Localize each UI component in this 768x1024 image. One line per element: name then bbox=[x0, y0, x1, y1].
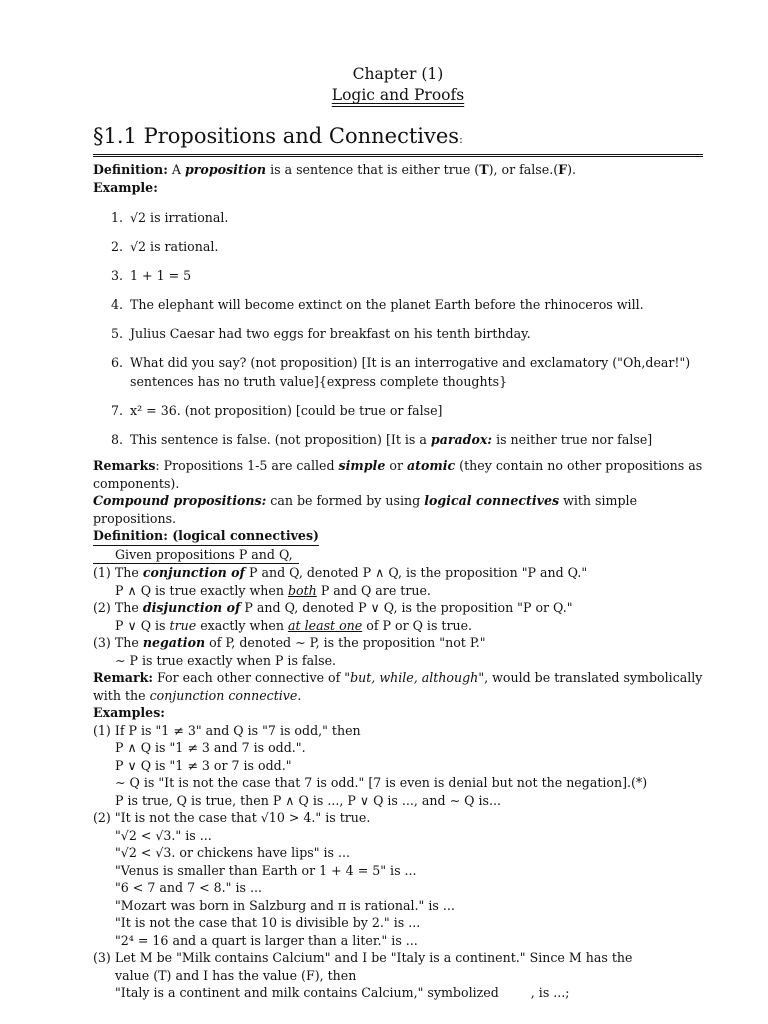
remark-paragraph bbox=[93, 669, 703, 704]
example-line: "It is not the case that 10 is divisible by 2." is ... bbox=[115, 915, 421, 930]
chapter-title: Logic and Proofs bbox=[331, 86, 465, 104]
term-atomic: atomic bbox=[407, 458, 456, 473]
example-line: value (T) and I has the value (F), then bbox=[115, 967, 357, 983]
example-line: "Mozart was born in Salzburg and π is rational." is ... bbox=[115, 897, 455, 913]
example-line: "Italy is a continent and milk contains Calcium," symbolized , is ...; bbox=[115, 985, 570, 1000]
connective-conjunction bbox=[93, 564, 703, 582]
remark-text: For each other connective of " bbox=[157, 670, 351, 685]
definition-text: is a sentence that is either true ( bbox=[270, 162, 480, 177]
example-line: "√2 < √3. or chickens have lips" is ... bbox=[115, 845, 351, 860]
example-line: P ∧ Q is "1 ≠ 3 and 7 is odd.". bbox=[115, 740, 306, 755]
remarks-text: or bbox=[389, 458, 403, 473]
example-line: (2) "It is not the case that √10 > 4." is true. bbox=[93, 810, 371, 825]
example-line: "6 < 7 and 7 < 8." is ... bbox=[115, 880, 262, 895]
item-number: 8. bbox=[111, 432, 124, 447]
item-text: 1 + 1 = 5 bbox=[130, 268, 192, 283]
item-number: 6. bbox=[111, 355, 124, 370]
remark-words: but, while, although bbox=[350, 670, 479, 685]
term-simple: simple bbox=[338, 458, 386, 473]
item-text: (2) The bbox=[93, 600, 139, 615]
item-number: 1. bbox=[111, 210, 124, 225]
item-text: sentences has no truth value]{express complete thoughts} bbox=[130, 374, 508, 389]
item-text: P and Q, denoted P ∧ Q, is the proposition "P and Q." bbox=[248, 565, 588, 580]
item-text: of P, denoted ∼ P, is the proposition "not P." bbox=[209, 635, 486, 650]
list-item bbox=[93, 324, 703, 343]
item-text: is neither true nor false] bbox=[496, 432, 653, 447]
term-disjunction: disjunction of bbox=[142, 600, 241, 615]
item-text: √2 is rational. bbox=[130, 239, 219, 254]
connective-negation-rule bbox=[93, 652, 703, 670]
example-line: ∼ Q is "It is not the case that 7 is odd." [7 is even is denial but not the negation].(*) bbox=[115, 775, 648, 790]
section-suffix: : bbox=[459, 133, 463, 146]
item-text: x² = 36. (not proposition) [could be true or false] bbox=[130, 403, 443, 418]
definition-text: ), or false.( bbox=[488, 162, 559, 177]
item-text: ∼ P is true exactly when P is false. bbox=[115, 652, 337, 668]
remark-term: conjunction connective. bbox=[149, 687, 302, 703]
definition-term: proposition bbox=[184, 162, 267, 177]
item-number: 5. bbox=[111, 326, 124, 341]
list-item bbox=[93, 353, 703, 391]
false-symbol: F bbox=[558, 162, 568, 177]
remark-label: Remark: bbox=[93, 670, 153, 685]
remarks-label: Remarks bbox=[93, 458, 156, 473]
example-label: Example: bbox=[93, 179, 158, 195]
list-item bbox=[93, 237, 703, 256]
item-text: (3) The bbox=[93, 635, 139, 650]
section-title: §1.1 Propositions and Connectives bbox=[93, 124, 460, 148]
connective-conjunction-rule bbox=[93, 582, 703, 600]
term-negation: negation bbox=[142, 635, 206, 650]
definition-text: ). bbox=[567, 162, 577, 177]
term-conjunction: conjunction of bbox=[142, 565, 245, 580]
example-line: (1) If P is "1 ≠ 3" and Q is "7 is odd," then bbox=[93, 722, 361, 738]
remarks-paragraph bbox=[93, 457, 703, 492]
item-text: Julius Caesar had two eggs for breakfast on his tenth birthday. bbox=[130, 326, 531, 341]
italic-word: true bbox=[169, 617, 197, 633]
example-list bbox=[93, 208, 703, 449]
term-compound: Compound propositions: bbox=[93, 493, 267, 508]
example-line: P ∨ Q is "1 ≠ 3 or 7 is odd." bbox=[115, 757, 292, 773]
item-number: 4. bbox=[111, 297, 124, 312]
item-text: What did you say? (not proposition) [It is an interrogative and exclamatory ("Oh,dear!") bbox=[130, 355, 691, 370]
connective-disjunction bbox=[93, 599, 703, 617]
chapter-header bbox=[93, 64, 703, 106]
paradox-term: paradox: bbox=[430, 432, 493, 447]
remarks-text: : Propositions 1-5 are called bbox=[155, 458, 335, 473]
list-item bbox=[93, 430, 703, 449]
list-item bbox=[93, 266, 703, 285]
remark-text: ", would be translated symbolically with the bbox=[93, 670, 703, 703]
list-item bbox=[93, 208, 703, 227]
examples-label: Examples: bbox=[93, 705, 165, 720]
item-text: P ∨ Q is bbox=[115, 617, 166, 633]
item-text: This sentence is false. (not proposition) [It is a bbox=[130, 432, 427, 447]
list-item bbox=[93, 295, 703, 314]
item-number: 3. bbox=[111, 268, 124, 283]
connective-disjunction-rule bbox=[93, 617, 703, 635]
item-number: 2. bbox=[111, 239, 124, 254]
definition-label: Definition: bbox=[93, 162, 168, 177]
definition-text: A bbox=[171, 162, 181, 177]
given-line: Given propositions P and Q, bbox=[93, 546, 299, 565]
item-number: 7. bbox=[111, 403, 124, 418]
item-text: of P or Q is true. bbox=[366, 617, 473, 633]
item-text: exactly when bbox=[200, 617, 284, 633]
list-item bbox=[93, 401, 703, 420]
term-logical-connectives: logical connectives bbox=[424, 493, 560, 508]
example-line: "√2 < √3." is ... bbox=[115, 827, 212, 843]
underlined-word: both bbox=[287, 582, 317, 598]
example-line: (3) Let M be "Milk contains Calcium" and I be "Italy is a continent." Since M has the bbox=[93, 950, 633, 965]
item-text: √2 is irrational. bbox=[130, 210, 229, 225]
item-text: P and Q, denoted P ∨ Q, is the proposition "P or Q." bbox=[244, 600, 573, 615]
connective-negation bbox=[93, 634, 703, 652]
item-text: (1) The bbox=[93, 565, 139, 580]
chapter-label: Chapter (1) bbox=[352, 65, 444, 83]
true-symbol: T bbox=[479, 162, 489, 177]
remarks-text: can be formed by using bbox=[270, 493, 421, 508]
remarks-text: (they contain no other propositions as components). bbox=[93, 458, 703, 491]
item-text: P and Q are true. bbox=[320, 582, 431, 598]
underlined-word: at least one bbox=[288, 617, 363, 633]
example-line: "Venus is smaller than Earth or 1 + 4 = 5" is ... bbox=[115, 862, 417, 878]
item-text: P ∧ Q is true exactly when bbox=[115, 582, 284, 598]
compound-paragraph bbox=[93, 492, 703, 527]
example-line: "2⁴ = 16 and a quart is larger than a liter." is ... bbox=[115, 932, 418, 948]
definition-label: Definition: (logical connectives) bbox=[93, 527, 319, 546]
section-heading bbox=[93, 123, 703, 157]
remarks-text: with simple propositions. bbox=[93, 493, 638, 526]
item-text: The elephant will become extinct on the planet Earth before the rhinoceros will. bbox=[130, 297, 644, 312]
example-line: P is true, Q is true, then P ∧ Q is ..., P ∨ Q is ..., and ∼ Q is... bbox=[115, 792, 501, 808]
definition-proposition bbox=[93, 161, 703, 179]
document-page bbox=[93, 64, 703, 1002]
